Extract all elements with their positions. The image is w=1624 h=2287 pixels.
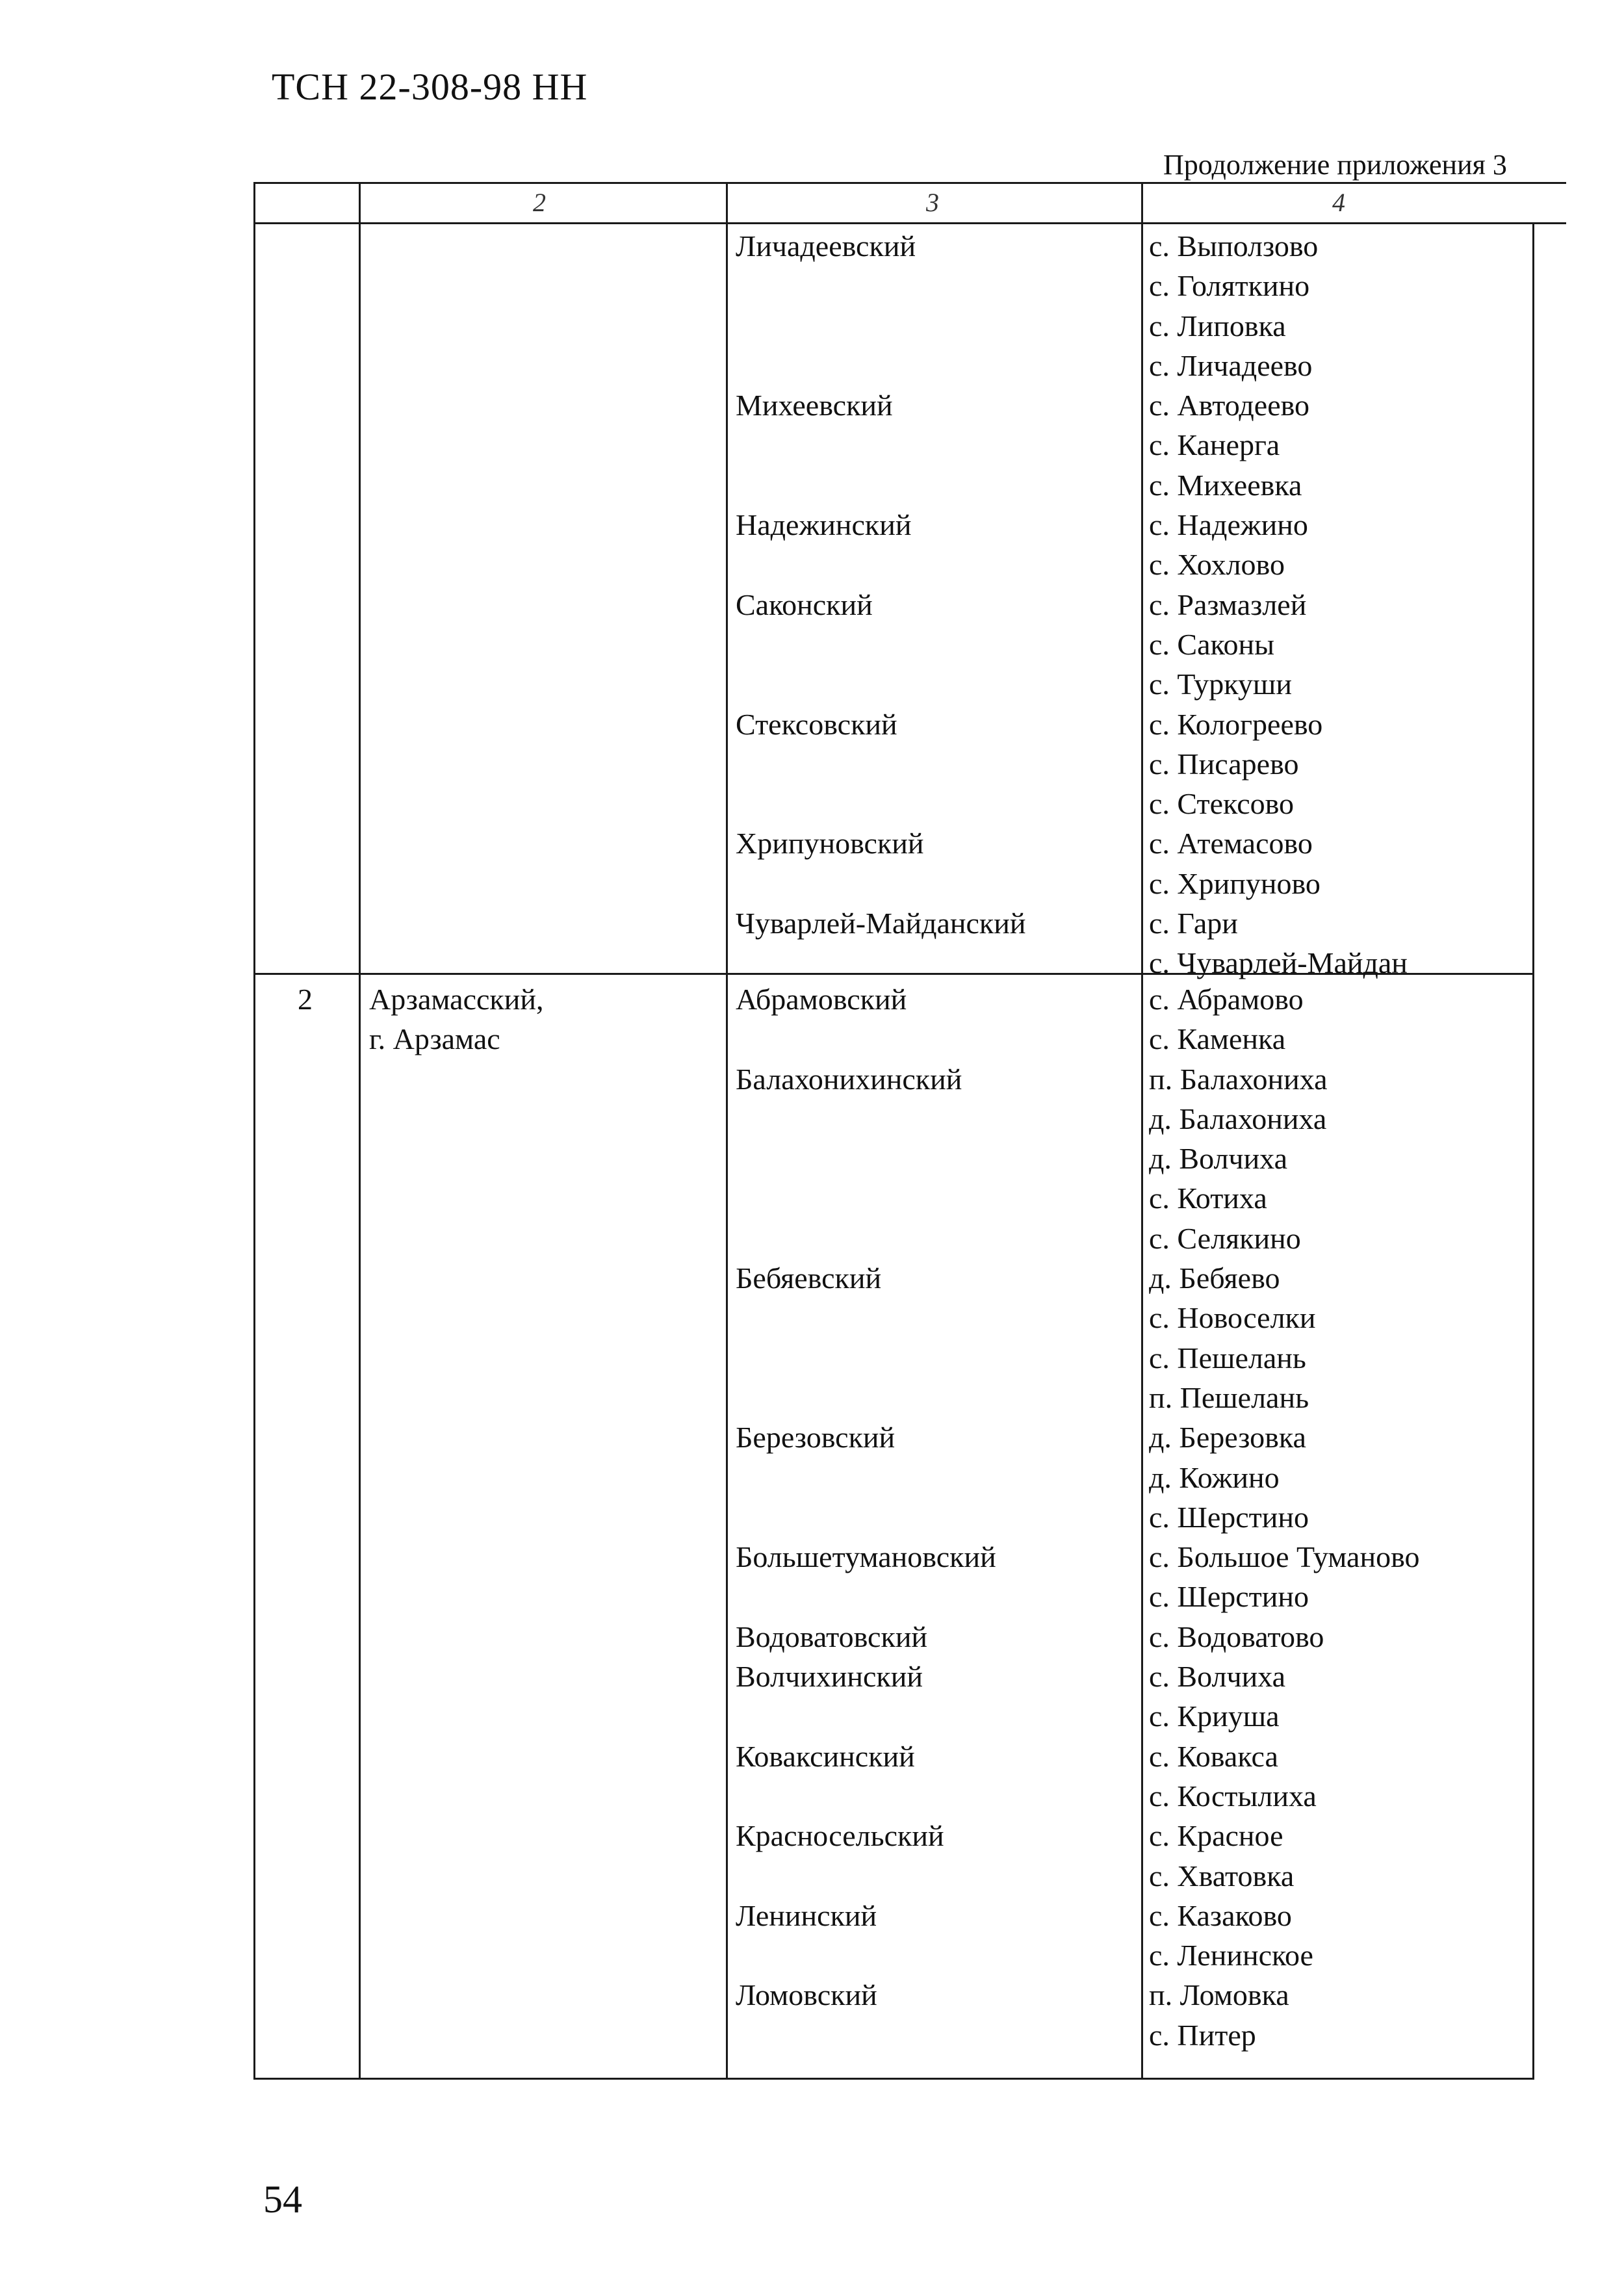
council-name xyxy=(736,1497,996,1537)
settlement-name: п. Балахониха xyxy=(1149,1062,1328,1096)
district-name: г. Арзамас xyxy=(369,1022,500,1056)
council-name xyxy=(736,465,1026,505)
table-left-border xyxy=(253,182,255,2080)
settlement-name: с. Котиха xyxy=(1149,1182,1267,1215)
council-name: Надежинский xyxy=(736,508,912,542)
settlement-name: с. Чуварлей-Майдан xyxy=(1149,946,1408,980)
council-name: Михеевский xyxy=(736,389,893,422)
block2-settlements xyxy=(1149,979,1420,2055)
block2-councils xyxy=(736,979,996,2055)
council-name xyxy=(736,1139,996,1178)
council-name: Абрамовский xyxy=(736,983,907,1016)
settlement-name: с. Надежино xyxy=(1149,508,1308,542)
council-name xyxy=(736,1019,996,1059)
settlement-name: с. Волчиха xyxy=(1149,1660,1286,1694)
settlement-name: с. Каменка xyxy=(1149,1022,1286,1056)
settlement-name: с. Шерстино xyxy=(1149,1580,1309,1614)
settlement-name: с. Атемасово xyxy=(1149,827,1313,860)
settlement-name: п. Пешелань xyxy=(1149,1380,1309,1414)
council-name xyxy=(736,545,1026,584)
council-name: Березовский xyxy=(736,1421,896,1454)
settlement-name: д. Кожино xyxy=(1149,1460,1280,1494)
settlement-name: д. Волчиха xyxy=(1149,1142,1287,1176)
council-name xyxy=(736,1935,996,1975)
header-bottom-border xyxy=(253,222,1566,224)
col-divider-3 xyxy=(1141,182,1143,2080)
settlement-name: с. Кологреево xyxy=(1149,707,1323,741)
settlement-name: с. Гари xyxy=(1149,907,1238,940)
council-name: Хрипуновский xyxy=(736,827,924,860)
council-name xyxy=(736,1219,996,1258)
council-name: Чуварлей-Майданский xyxy=(736,907,1026,940)
council-name xyxy=(736,306,1026,346)
settlement-name: п. Ломовка xyxy=(1149,1978,1289,2012)
col-divider-1 xyxy=(359,182,361,2080)
settlement-name: с. Автодеево xyxy=(1149,389,1310,422)
settlement-name: с. Хрипуново xyxy=(1149,866,1321,900)
settlement-name: с. Абрамово xyxy=(1149,983,1304,1016)
council-name xyxy=(736,1099,996,1139)
council-name: Личадеевский xyxy=(736,229,916,263)
settlements-table xyxy=(253,182,1573,2083)
settlement-name: д. Березовка xyxy=(1149,1421,1306,1454)
council-name xyxy=(736,266,1026,305)
council-name xyxy=(736,1696,996,1736)
council-name xyxy=(736,1458,996,1497)
settlement-name: с. Туркуши xyxy=(1149,667,1292,701)
settlement-name: с. Пешелань xyxy=(1149,1341,1306,1375)
council-name: Волчихинский xyxy=(736,1660,923,1694)
settlement-name: с. Казаково xyxy=(1149,1898,1292,1932)
council-name xyxy=(736,1776,996,1816)
settlement-name: с. Размазлей xyxy=(1149,588,1307,621)
council-name xyxy=(736,425,1026,465)
council-name xyxy=(736,1338,996,1378)
council-name: Коваксинский xyxy=(736,1739,915,1773)
settlement-name: с. Ленинское xyxy=(1149,1939,1313,1972)
council-name: Красносельский xyxy=(736,1819,944,1853)
block1-councils xyxy=(736,226,1026,983)
page-number: 54 xyxy=(263,2178,302,2221)
council-name xyxy=(736,1577,996,1616)
settlement-name: с. Селякино xyxy=(1149,1221,1301,1255)
table-right-border xyxy=(1532,222,1534,2080)
settlement-name: с. Выползово xyxy=(1149,229,1319,263)
document-code: ТСН 22-308-98 НН xyxy=(272,66,588,108)
block2-district xyxy=(369,979,544,1059)
settlement-name: с. Шерстино xyxy=(1149,1500,1309,1534)
column-header-2: 2 xyxy=(533,188,546,217)
settlement-name: с. Большое Туманово xyxy=(1149,1540,1420,1574)
settlement-name: с. Криуша xyxy=(1149,1699,1280,1733)
settlement-name: с. Липовка xyxy=(1149,309,1286,342)
block2-number: 2 xyxy=(298,983,313,1016)
continuation-label: Продолжение приложения 3 xyxy=(1163,149,1507,181)
council-name: Бебяевский xyxy=(736,1261,882,1295)
council-name xyxy=(736,346,1026,385)
settlement-name: с. Водоватово xyxy=(1149,1620,1324,1653)
col-divider-2 xyxy=(726,182,728,2080)
council-name: Большетумановский xyxy=(736,1540,996,1574)
council-name xyxy=(736,2015,996,2055)
district-name: Арзамасский, xyxy=(369,983,544,1016)
column-header-3: 3 xyxy=(926,188,939,217)
council-name: Ломовский xyxy=(736,1978,877,2012)
settlement-name: д. Бебяево xyxy=(1149,1261,1280,1295)
council-name: Ленинский xyxy=(736,1898,877,1932)
council-name: Саконский xyxy=(736,588,873,621)
column-header-4: 4 xyxy=(1332,188,1345,217)
settlement-name: с. Михеевка xyxy=(1149,468,1302,502)
table-bottom-border xyxy=(253,2078,1534,2080)
council-name xyxy=(736,864,1026,903)
settlement-name: с. Ковакса xyxy=(1149,1739,1278,1773)
settlement-name: с. Писарево xyxy=(1149,747,1299,781)
council-name: Балахонихинский xyxy=(736,1062,962,1096)
settlement-name: с. Новоселки xyxy=(1149,1301,1316,1335)
council-name: Стексовский xyxy=(736,707,897,741)
settlement-name: с. Голяткино xyxy=(1149,269,1310,303)
settlement-name: с. Питер xyxy=(1149,2018,1256,2052)
settlement-name: с. Хватовка xyxy=(1149,1859,1295,1893)
settlement-name: с. Хохлово xyxy=(1149,548,1285,582)
block1-settlements xyxy=(1149,226,1408,983)
council-name: Водоватовский xyxy=(736,1620,928,1653)
council-name xyxy=(736,943,1026,983)
council-name xyxy=(736,784,1026,823)
council-name xyxy=(736,625,1026,664)
table-top-border xyxy=(253,182,1566,184)
council-name xyxy=(736,1298,996,1337)
settlement-name: с. Красное xyxy=(1149,1819,1283,1853)
council-name xyxy=(736,664,1026,704)
settlement-name: с. Личадеево xyxy=(1149,348,1313,382)
settlement-name: с. Саконы xyxy=(1149,627,1275,661)
council-name xyxy=(736,1178,996,1218)
council-name xyxy=(736,1856,996,1896)
settlement-name: д. Балахониха xyxy=(1149,1102,1327,1135)
settlement-name: с. Канерга xyxy=(1149,428,1280,462)
council-name xyxy=(736,1378,996,1417)
settlement-name: с. Костылиха xyxy=(1149,1779,1317,1813)
settlement-name: с. Стексово xyxy=(1149,787,1295,821)
council-name xyxy=(736,744,1026,784)
